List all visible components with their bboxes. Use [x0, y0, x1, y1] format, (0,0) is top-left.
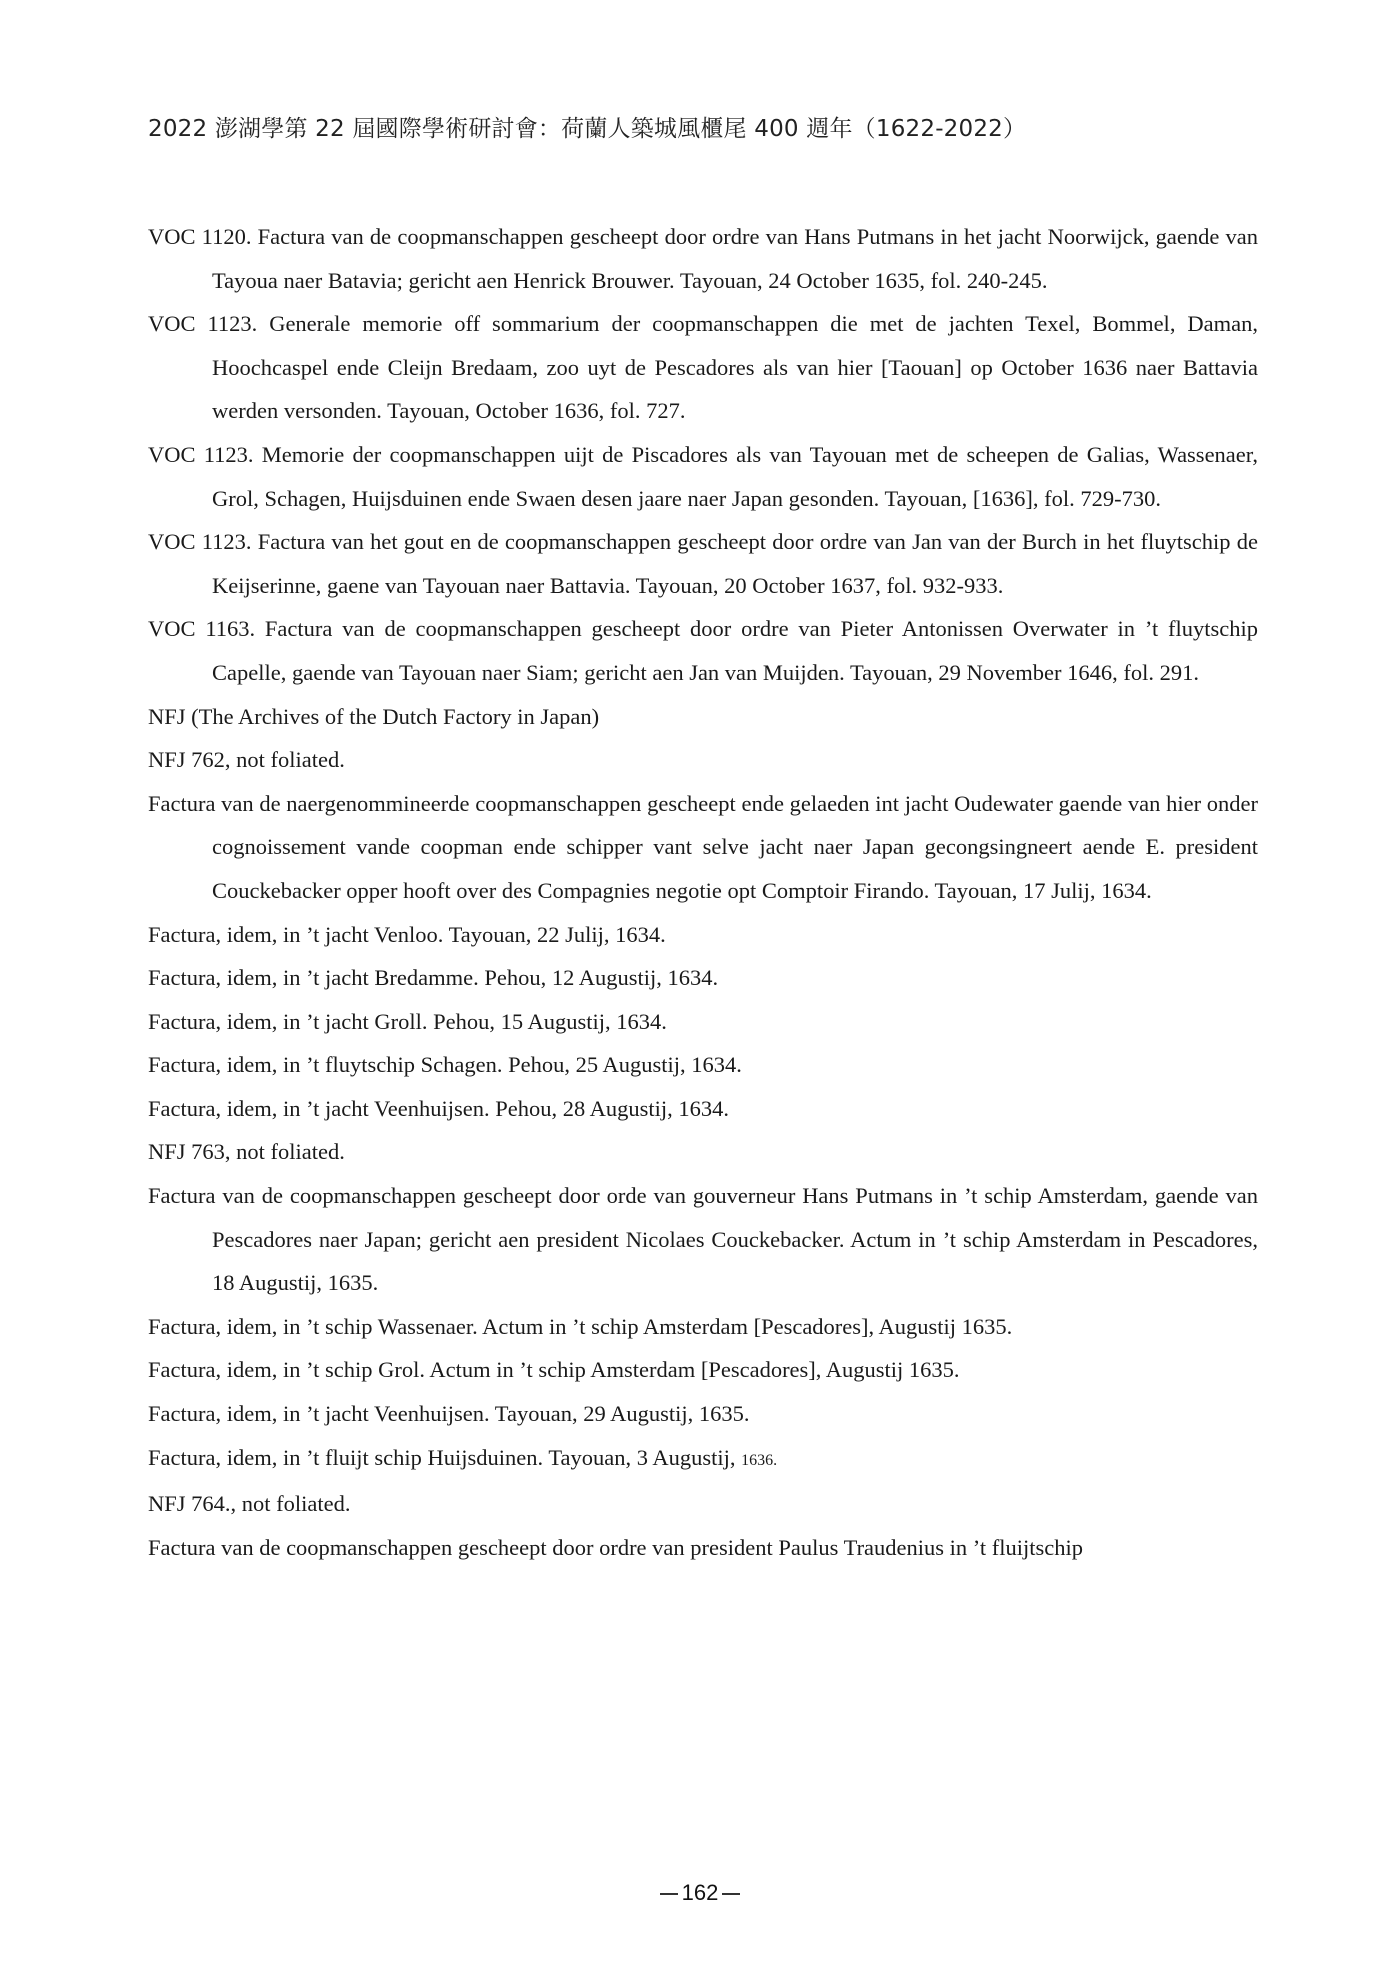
- bibliography-entry: Factura van de naergenommineerde coopmanschappen gescheept ende gelaeden int jacht Oudewater gaende van hier onder cognoissement vande coopman ende schipper vant selve jacht naer Japan gecongsingneert aende E. president Couckebacker opper hooft over des Compagnies negotie opt Comptoir Firando. Tayouan, 17 Julij, 1634.: [148, 790, 1258, 903]
- bibliography-entry: Factura van de coopmanschappen gescheept door orde van gouverneur Hans Putmans in ’t schip Amsterdam, gaende van Pescadores naer Japan; gericht aen president Nicolaes Couckebacker. Actum in ’t schip Amsterdam in Pescadores, 18 Augustij, 1635.: [148, 1183, 1258, 1296]
- bibliography-entry: [148, 1436, 1258, 1483]
- dash-left: [660, 1893, 678, 1895]
- bibliography-entry: Factura, idem, in ’t fluytschip Schagen. Pehou, 25 Augustij, 1634.: [148, 1052, 742, 1078]
- page-number: 162: [681, 1880, 719, 1905]
- running-header: 2022 澎湖學第 22 屆國際學術研討會：荷蘭人築城風櫃尾 400 週年（1622-2022）: [148, 116, 1027, 142]
- bibliography-entry: VOC 1123. Factura van het gout en de coopmanschappen gescheept door ordre van Jan van der Burch in het fluytschip de Keijserinne, gaene van Tayouan naer Battavia. Tayouan, 20 October 1637, fol. 932-933.: [148, 529, 1258, 598]
- bibliography-entry: Factura, idem, in ’t jacht Venloo. Tayouan, 22 Julij, 1634.: [148, 921, 666, 947]
- dash-right: [722, 1893, 740, 1895]
- bibliography-entry: Factura, idem, in ’t schip Wassenaer. Actum in ’t schip Amsterdam [Pescadores], Augustij 1635.: [148, 1313, 1013, 1339]
- bibliography-entry: VOC 1123. Generale memorie off sommarium der coopmanschappen die met de jachten Texel, Bommel, Daman, Hoochcaspel ende Cleijn Bredaam, zoo uyt de Pescadores als van hier [Taouan] op October 1636 naer Battavia werden versonden. Tayouan, October 1636, fol. 727.: [148, 311, 1258, 424]
- page-footer: [0, 1880, 1400, 1906]
- bibliography-entry: Factura, idem, in ’t schip Grol. Actum in ’t schip Amsterdam [Pescadores], Augustij 1635.: [148, 1357, 960, 1383]
- entry-year-small: 1636.: [741, 1451, 778, 1469]
- bibliography-entry: Factura, idem, in ’t jacht Groll. Pehou, 15 Augustij, 1634.: [148, 1008, 667, 1034]
- section-heading-nfj: NFJ (The Archives of the Dutch Factory in Japan): [148, 703, 600, 729]
- bibliography-entry: Factura, idem, in ’t jacht Veenhuijsen. Tayouan, 29 Augustij, 1635.: [148, 1401, 750, 1427]
- archive-volume-label: NFJ 764., not foliated.: [148, 1491, 351, 1517]
- bibliography-entry: Factura, idem, in ’t jacht Veenhuijsen. Pehou, 28 Augustij, 1634.: [148, 1095, 729, 1121]
- archive-volume-label: NFJ 762, not foliated.: [148, 747, 345, 773]
- bibliography-entry: VOC 1163. Factura van de coopmanschappen gescheept door ordre van Pieter Antonissen Overwater in ’t fluytschip Capelle, gaende van Tayouan naer Siam; gericht aen Jan van Muijden. Tayouan, 29 November 1646, fol. 291.: [148, 616, 1258, 685]
- archive-volume-label: NFJ 763, not foliated.: [148, 1139, 345, 1165]
- bibliography-entry: VOC 1123. Memorie der coopmanschappen uijt de Piscadores als van Tayouan met de scheepen de Galias, Wassenaer, Grol, Schagen, Huijsduinen ende Swaen desen jaare naer Japan gesonden. Tayouan, [1636], fol. 729-730.: [148, 441, 1258, 511]
- bibliography-entry: Factura, idem, in ’t jacht Bredamme. Pehou, 12 Augustij, 1634.: [148, 965, 719, 991]
- bibliography-list: [148, 215, 1258, 1569]
- bibliography-entry: Factura van de coopmanschappen gescheept door ordre van president Paulus Traudenius in ’t fluijtschip: [148, 1534, 1083, 1560]
- bibliography-entry: VOC 1120. Factura van de coopmanschappen gescheept door ordre van Hans Putmans in het jacht Noorwijck, gaende van Tayoua naer Batavia; gericht aen Henrick Brouwer. Tayouan, 24 October 1635, fol. 240-245.: [148, 224, 1258, 293]
- entry-text: Factura, idem, in ’t fluijt schip Huijsduinen. Tayouan, 3 Augustij,: [148, 1444, 742, 1470]
